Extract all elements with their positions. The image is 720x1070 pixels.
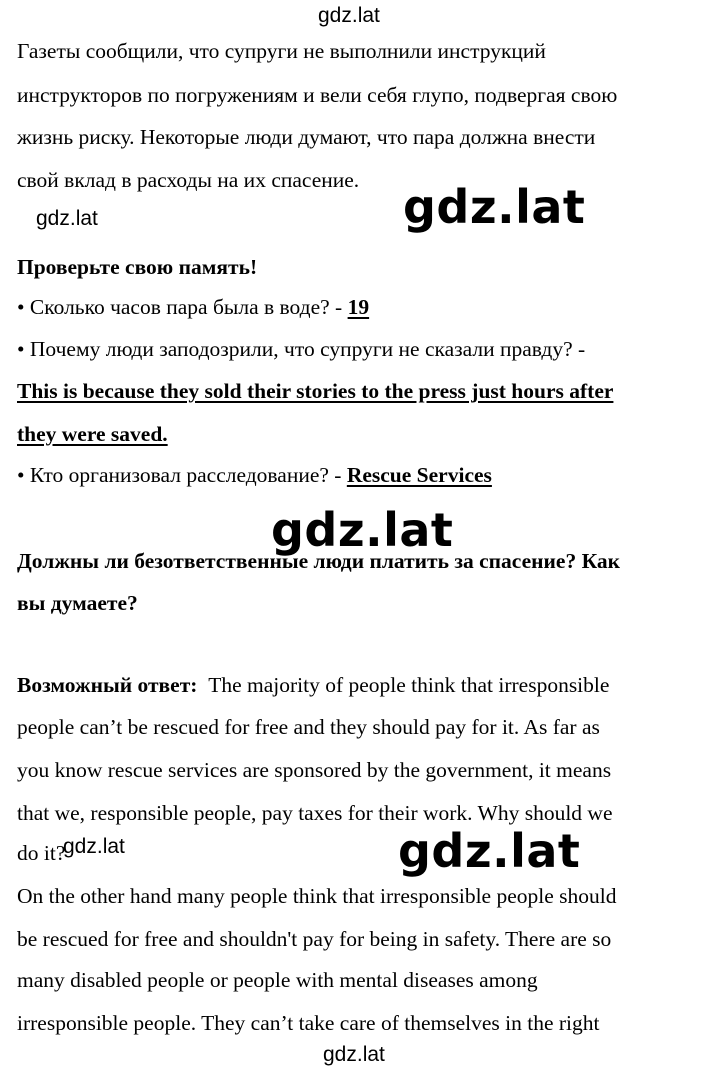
watermark-large-2: gdz.lat	[271, 503, 454, 557]
answer-text: Rescue Services	[346, 463, 492, 487]
watermark-left-1: gdz.lat	[36, 207, 98, 230]
intro-line: инструкторов по погружениям и вели себя глупо, подвергая свою	[17, 83, 618, 107]
memory-question-2: • Почему люди заподозрили, что супруги не сказали правду? -	[17, 337, 586, 361]
answer-line: many disabled people or people with mental diseases among	[17, 968, 538, 992]
intro-line: Газеты сообщили, что супруги не выполнили инструкций	[17, 39, 546, 63]
answer-first-line-text: The majority of people think that irresponsible	[197, 673, 610, 697]
answer-line: people can’t be rescued for free and they should pay for it. As far as	[17, 715, 600, 739]
watermark-large-3: gdz.lat	[398, 824, 581, 878]
answer-line: On the other hand many people think that irresponsible people should	[17, 884, 617, 908]
memory-answer-2-line: This is because they sold their stories to the press just hours after	[17, 379, 614, 403]
memory-heading: Проверьте свою память!	[17, 255, 258, 279]
answer-text: 19	[347, 295, 370, 319]
answer-first-line	[17, 672, 609, 698]
discussion-line: Должны ли безответственные люди платить за спасение? Как	[17, 549, 621, 573]
watermark-bottom: gdz.lat	[323, 1043, 385, 1066]
watermark-large-1: gdz.lat	[403, 180, 586, 234]
answer-line: irresponsible people. They can’t take care of themselves in the right	[17, 1011, 600, 1035]
answer-line: do it?	[17, 841, 66, 865]
answer-line: that we, responsible people, pay taxes for their work. Why should we	[17, 801, 613, 825]
answer-label: Возможный ответ:	[17, 673, 198, 697]
question-text: • Кто организовал расследование? -	[17, 463, 347, 487]
discussion-line: вы думаете?	[17, 591, 138, 615]
intro-line: жизнь риску. Некоторые люди думают, что пара должна внести	[17, 125, 596, 149]
answer-line: you know rescue services are sponsored by the government, it means	[17, 758, 612, 782]
question-text: • Сколько часов пара была в воде? -	[17, 295, 348, 319]
memory-question-3	[17, 462, 492, 488]
watermark-left-2: gdz.lat	[63, 835, 125, 858]
watermark-top: gdz.lat	[318, 4, 380, 27]
intro-line: свой вклад в расходы на их спасение.	[17, 168, 360, 192]
memory-question-1	[17, 294, 369, 320]
answer-line: be rescued for free and shouldn't pay for being in safety. There are so	[17, 927, 612, 951]
memory-answer-2-line: they were saved.	[17, 422, 168, 446]
